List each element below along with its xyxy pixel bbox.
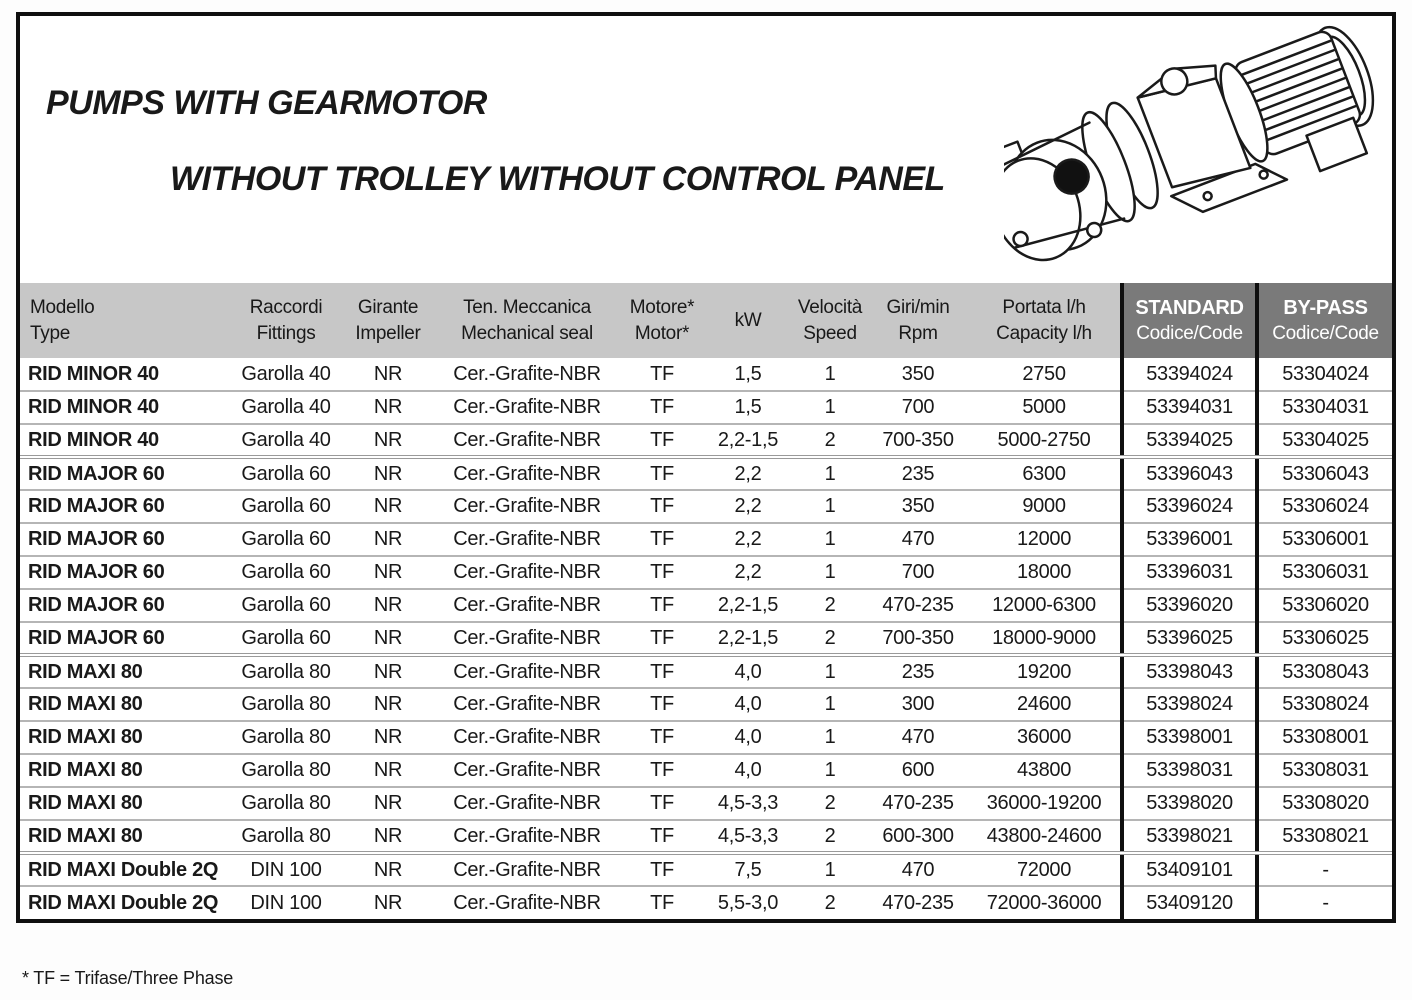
column-header-line2: Fittings — [256, 322, 316, 344]
table-cell: 1 — [792, 688, 868, 721]
table-cell: TF — [620, 721, 704, 754]
column-header-line2: Motor* — [634, 322, 690, 344]
table-cell: TF — [620, 853, 704, 886]
table-cell: 53398024 — [1122, 688, 1257, 721]
table-cell: 53306020 — [1257, 589, 1392, 622]
table-row — [20, 622, 1392, 655]
column-header — [620, 283, 704, 358]
table-row — [20, 787, 1392, 820]
table-cell: 1 — [792, 358, 868, 391]
table-cell: 2,2 — [704, 556, 792, 589]
table-row — [20, 688, 1392, 721]
table-cell: 235 — [868, 457, 968, 490]
table-cell: Cer.-Grafite-NBR — [434, 787, 620, 820]
table-cell: Garolla 80 — [230, 787, 342, 820]
table-cell: Garolla 40 — [230, 358, 342, 391]
table-cell: Cer.-Grafite-NBR — [434, 622, 620, 655]
column-header-line1: STANDARD — [1135, 296, 1244, 319]
table-cell: TF — [620, 490, 704, 523]
table-cell: 53306025 — [1257, 622, 1392, 655]
table-cell: 2,2-1,5 — [704, 622, 792, 655]
table-cell: NR — [342, 556, 434, 589]
table-cell: 4,0 — [704, 655, 792, 688]
table-cell: NR — [342, 886, 434, 919]
table-cell: 1,5 — [704, 358, 792, 391]
table-cell: RID MAXI 80 — [20, 721, 230, 754]
column-header — [1122, 283, 1257, 358]
table-cell: 36000-19200 — [968, 787, 1122, 820]
table-cell: 470 — [868, 523, 968, 556]
table-cell: 12000 — [968, 523, 1122, 556]
table-cell: 9000 — [968, 490, 1122, 523]
column-header — [20, 283, 230, 358]
table-cell: NR — [342, 523, 434, 556]
table-cell: 235 — [868, 655, 968, 688]
table-cell: 53308020 — [1257, 787, 1392, 820]
table-cell: RID MAXI 80 — [20, 655, 230, 688]
table-cell: 53394024 — [1122, 358, 1257, 391]
table-cell: RID MAJOR 60 — [20, 589, 230, 622]
table-cell: RID MAXI 80 — [20, 820, 230, 853]
table-cell: Garolla 40 — [230, 424, 342, 457]
page-subtitle: WITHOUT TROLLEY WITHOUT CONTROL PANEL — [170, 160, 945, 198]
table-cell: TF — [620, 886, 704, 919]
table-cell: 2,2 — [704, 490, 792, 523]
table-cell: 53396043 — [1122, 457, 1257, 490]
table-cell: 53396024 — [1122, 490, 1257, 523]
table-cell: NR — [342, 787, 434, 820]
table-cell: TF — [620, 754, 704, 787]
table-cell: Garolla 60 — [230, 556, 342, 589]
table-cell: Cer.-Grafite-NBR — [434, 523, 620, 556]
table-cell: 4,0 — [704, 754, 792, 787]
table-cell: 53308001 — [1257, 721, 1392, 754]
title-area — [20, 16, 1392, 283]
column-header — [434, 283, 620, 358]
table-cell: Cer.-Grafite-NBR — [434, 358, 620, 391]
table-row — [20, 556, 1392, 589]
table-cell: RID MAJOR 60 — [20, 490, 230, 523]
table-cell: 2 — [792, 820, 868, 853]
table-cell: 53394031 — [1122, 391, 1257, 424]
table-cell: 1 — [792, 754, 868, 787]
column-header-line1: Modello — [30, 297, 95, 319]
table-cell: Garolla 60 — [230, 523, 342, 556]
gearmotor-pump-illustration — [1004, 18, 1392, 281]
table-cell: 18000 — [968, 556, 1122, 589]
table-cell: Cer.-Grafite-NBR — [434, 721, 620, 754]
table-cell: TF — [620, 589, 704, 622]
table-cell: 4,5-3,3 — [704, 820, 792, 853]
table-cell: 1 — [792, 721, 868, 754]
table-cell: Cer.-Grafite-NBR — [434, 391, 620, 424]
table-cell: TF — [620, 457, 704, 490]
table-cell: NR — [342, 622, 434, 655]
column-header — [230, 283, 342, 358]
table-cell: 53409120 — [1122, 886, 1257, 919]
table-cell: Cer.-Grafite-NBR — [434, 490, 620, 523]
column-header-line2: Type — [30, 322, 70, 344]
table-cell: 43800 — [968, 754, 1122, 787]
table-cell: 36000 — [968, 721, 1122, 754]
table-cell: 1 — [792, 490, 868, 523]
table-cell: - — [1257, 886, 1392, 919]
column-header-line2: Speed — [803, 322, 857, 344]
table-cell: 4,5-3,3 — [704, 787, 792, 820]
table-body — [20, 358, 1392, 919]
table-cell: 53304025 — [1257, 424, 1392, 457]
table-row — [20, 424, 1392, 457]
table-cell: RID MAXI Double 2Q — [20, 886, 230, 919]
table-cell: Cer.-Grafite-NBR — [434, 457, 620, 490]
column-header-line2: Codice/Code — [1136, 323, 1243, 345]
table-row — [20, 754, 1392, 787]
column-header-line2: Capacity l/h — [996, 322, 1092, 344]
table-cell: 1 — [792, 391, 868, 424]
table-cell: NR — [342, 721, 434, 754]
table-cell: TF — [620, 688, 704, 721]
table-cell: Cer.-Grafite-NBR — [434, 556, 620, 589]
table-cell: RID MINOR 40 — [20, 358, 230, 391]
table-cell: NR — [342, 424, 434, 457]
table-cell: 72000-36000 — [968, 886, 1122, 919]
table-cell: 2 — [792, 886, 868, 919]
table-cell: 43800-24600 — [968, 820, 1122, 853]
table-cell: 700-350 — [868, 424, 968, 457]
table-cell: TF — [620, 358, 704, 391]
column-header-line1: Girante — [357, 297, 419, 319]
table-header-row — [20, 283, 1392, 358]
table-cell: 2,2-1,5 — [704, 589, 792, 622]
table-cell: 350 — [868, 490, 968, 523]
table-cell: 53396020 — [1122, 589, 1257, 622]
table-cell: RID MAXI 80 — [20, 688, 230, 721]
page-title: PUMPS WITH GEARMOTOR — [46, 84, 487, 122]
table-cell: Garolla 80 — [230, 655, 342, 688]
table-cell: RID MAXI 80 — [20, 787, 230, 820]
table-cell: Cer.-Grafite-NBR — [434, 655, 620, 688]
table-cell: 1 — [792, 853, 868, 886]
table-cell: DIN 100 — [230, 886, 342, 919]
table-cell: Cer.-Grafite-NBR — [434, 688, 620, 721]
table-cell: 470 — [868, 721, 968, 754]
table-cell: 470-235 — [868, 886, 968, 919]
table-cell: 53306001 — [1257, 523, 1392, 556]
table-cell: 2,2 — [704, 523, 792, 556]
table-cell: TF — [620, 523, 704, 556]
table-cell: Cer.-Grafite-NBR — [434, 754, 620, 787]
table-cell: 53308031 — [1257, 754, 1392, 787]
column-header-line1: Giri/min — [886, 297, 950, 319]
table-row — [20, 490, 1392, 523]
table-cell: RID MAJOR 60 — [20, 622, 230, 655]
table-cell: Garolla 60 — [230, 589, 342, 622]
table-row — [20, 655, 1392, 688]
table-cell: 18000-9000 — [968, 622, 1122, 655]
table-cell: 4,0 — [704, 688, 792, 721]
table-cell: 5,5-3,0 — [704, 886, 792, 919]
table-cell: NR — [342, 688, 434, 721]
table-cell: 53304031 — [1257, 391, 1392, 424]
table-cell: TF — [620, 424, 704, 457]
table-cell: RID MAJOR 60 — [20, 457, 230, 490]
table-cell: 53409101 — [1122, 853, 1257, 886]
table-cell: NR — [342, 358, 434, 391]
table-cell: 2,2 — [704, 457, 792, 490]
table-cell: 53394025 — [1122, 424, 1257, 457]
table-cell: TF — [620, 820, 704, 853]
table-cell: 53398001 — [1122, 721, 1257, 754]
catalog-page-frame — [16, 12, 1396, 923]
table-cell: 53308024 — [1257, 688, 1392, 721]
table-cell: Cer.-Grafite-NBR — [434, 820, 620, 853]
table-cell: 1,5 — [704, 391, 792, 424]
table-cell: TF — [620, 391, 704, 424]
table-cell: 300 — [868, 688, 968, 721]
table-cell: 53396025 — [1122, 622, 1257, 655]
table-cell: 470-235 — [868, 589, 968, 622]
table-cell: 12000-6300 — [968, 589, 1122, 622]
column-header — [868, 283, 968, 358]
table-cell: TF — [620, 787, 704, 820]
table-cell: 700 — [868, 556, 968, 589]
column-header-line1: kW — [734, 309, 762, 331]
table-cell: Garolla 80 — [230, 721, 342, 754]
table-row — [20, 358, 1392, 391]
table-cell: Garolla 60 — [230, 457, 342, 490]
table-cell: TF — [620, 655, 704, 688]
table-cell: 2,2-1,5 — [704, 424, 792, 457]
table-cell: 1 — [792, 523, 868, 556]
table-row — [20, 457, 1392, 490]
table-cell: Garolla 60 — [230, 490, 342, 523]
table-cell: Cer.-Grafite-NBR — [434, 424, 620, 457]
table-cell: 2 — [792, 589, 868, 622]
column-header — [792, 283, 868, 358]
column-header-line2: Codice/Code — [1272, 323, 1379, 345]
table-cell: RID MAJOR 60 — [20, 523, 230, 556]
table-cell: 53306024 — [1257, 490, 1392, 523]
table-cell: NR — [342, 820, 434, 853]
table-cell: 5000-2750 — [968, 424, 1122, 457]
pump-spec-table — [20, 283, 1392, 919]
table-cell: RID MINOR 40 — [20, 424, 230, 457]
column-header-line2: Rpm — [898, 322, 938, 344]
table-cell: 53398031 — [1122, 754, 1257, 787]
table-row — [20, 391, 1392, 424]
table-cell: 350 — [868, 358, 968, 391]
table-cell: - — [1257, 853, 1392, 886]
column-header-line1: Portata l/h — [1002, 297, 1086, 319]
table-row — [20, 589, 1392, 622]
table-cell: 53398043 — [1122, 655, 1257, 688]
table-row — [20, 853, 1392, 886]
table-cell: 2 — [792, 622, 868, 655]
table-cell: 53398020 — [1122, 787, 1257, 820]
table-cell: 700-350 — [868, 622, 968, 655]
table-cell: 700 — [868, 391, 968, 424]
table-cell: 6300 — [968, 457, 1122, 490]
table-cell: 53396001 — [1122, 523, 1257, 556]
table-cell: 1 — [792, 655, 868, 688]
table-cell: TF — [620, 622, 704, 655]
footnote: * TF = Trifase/Three Phase — [22, 968, 234, 988]
column-header-line1: Velocità — [797, 297, 863, 319]
table-cell: Garolla 80 — [230, 754, 342, 787]
table-cell: Garolla 80 — [230, 688, 342, 721]
table-cell: RID MAJOR 60 — [20, 556, 230, 589]
table-cell: RID MAXI Double 2Q — [20, 853, 230, 886]
table-cell: 2750 — [968, 358, 1122, 391]
table-cell: DIN 100 — [230, 853, 342, 886]
column-header-line2: Mechanical seal — [461, 322, 593, 344]
table-cell: Cer.-Grafite-NBR — [434, 853, 620, 886]
table-cell: Garolla 60 — [230, 622, 342, 655]
table-cell: 470-235 — [868, 787, 968, 820]
table-cell: 1 — [792, 556, 868, 589]
table-cell: NR — [342, 589, 434, 622]
table-cell: 2 — [792, 424, 868, 457]
table-cell: 53306031 — [1257, 556, 1392, 589]
column-header-line1: Motore* — [629, 297, 695, 319]
table-row — [20, 820, 1392, 853]
table-cell: 19200 — [968, 655, 1122, 688]
table-cell: NR — [342, 655, 434, 688]
table-cell: 7,5 — [704, 853, 792, 886]
table-cell: NR — [342, 853, 434, 886]
table-cell: 53304024 — [1257, 358, 1392, 391]
table-cell: 2 — [792, 787, 868, 820]
table-cell: RID MINOR 40 — [20, 391, 230, 424]
table-cell: 53308043 — [1257, 655, 1392, 688]
table-cell: Cer.-Grafite-NBR — [434, 589, 620, 622]
table-cell: 24600 — [968, 688, 1122, 721]
table-row — [20, 721, 1392, 754]
table-cell: 600 — [868, 754, 968, 787]
column-header — [1257, 283, 1392, 358]
table-cell: 470 — [868, 853, 968, 886]
table-row — [20, 523, 1392, 556]
column-header — [342, 283, 434, 358]
table-cell: 53398021 — [1122, 820, 1257, 853]
table-cell: Garolla 40 — [230, 391, 342, 424]
table-cell: 53396031 — [1122, 556, 1257, 589]
table-cell: NR — [342, 457, 434, 490]
column-header-line1: BY-PASS — [1283, 296, 1368, 319]
table-cell: 53308021 — [1257, 820, 1392, 853]
column-header — [704, 283, 792, 358]
column-header-line1: Ten. Meccanica — [463, 297, 591, 319]
table-cell: 5000 — [968, 391, 1122, 424]
table-row — [20, 886, 1392, 919]
table-cell: RID MAXI 80 — [20, 754, 230, 787]
column-header-line2: Impeller — [355, 322, 421, 344]
table-cell: TF — [620, 556, 704, 589]
table-cell: NR — [342, 754, 434, 787]
table-cell: 53306043 — [1257, 457, 1392, 490]
table-cell: Garolla 80 — [230, 820, 342, 853]
table-cell: NR — [342, 490, 434, 523]
table-cell: 72000 — [968, 853, 1122, 886]
table-cell: 1 — [792, 457, 868, 490]
table-cell: 600-300 — [868, 820, 968, 853]
column-header-line1: Raccordi — [249, 297, 323, 319]
table-cell: 4,0 — [704, 721, 792, 754]
table-cell: Cer.-Grafite-NBR — [434, 886, 620, 919]
table-cell: NR — [342, 391, 434, 424]
column-header — [968, 283, 1122, 358]
